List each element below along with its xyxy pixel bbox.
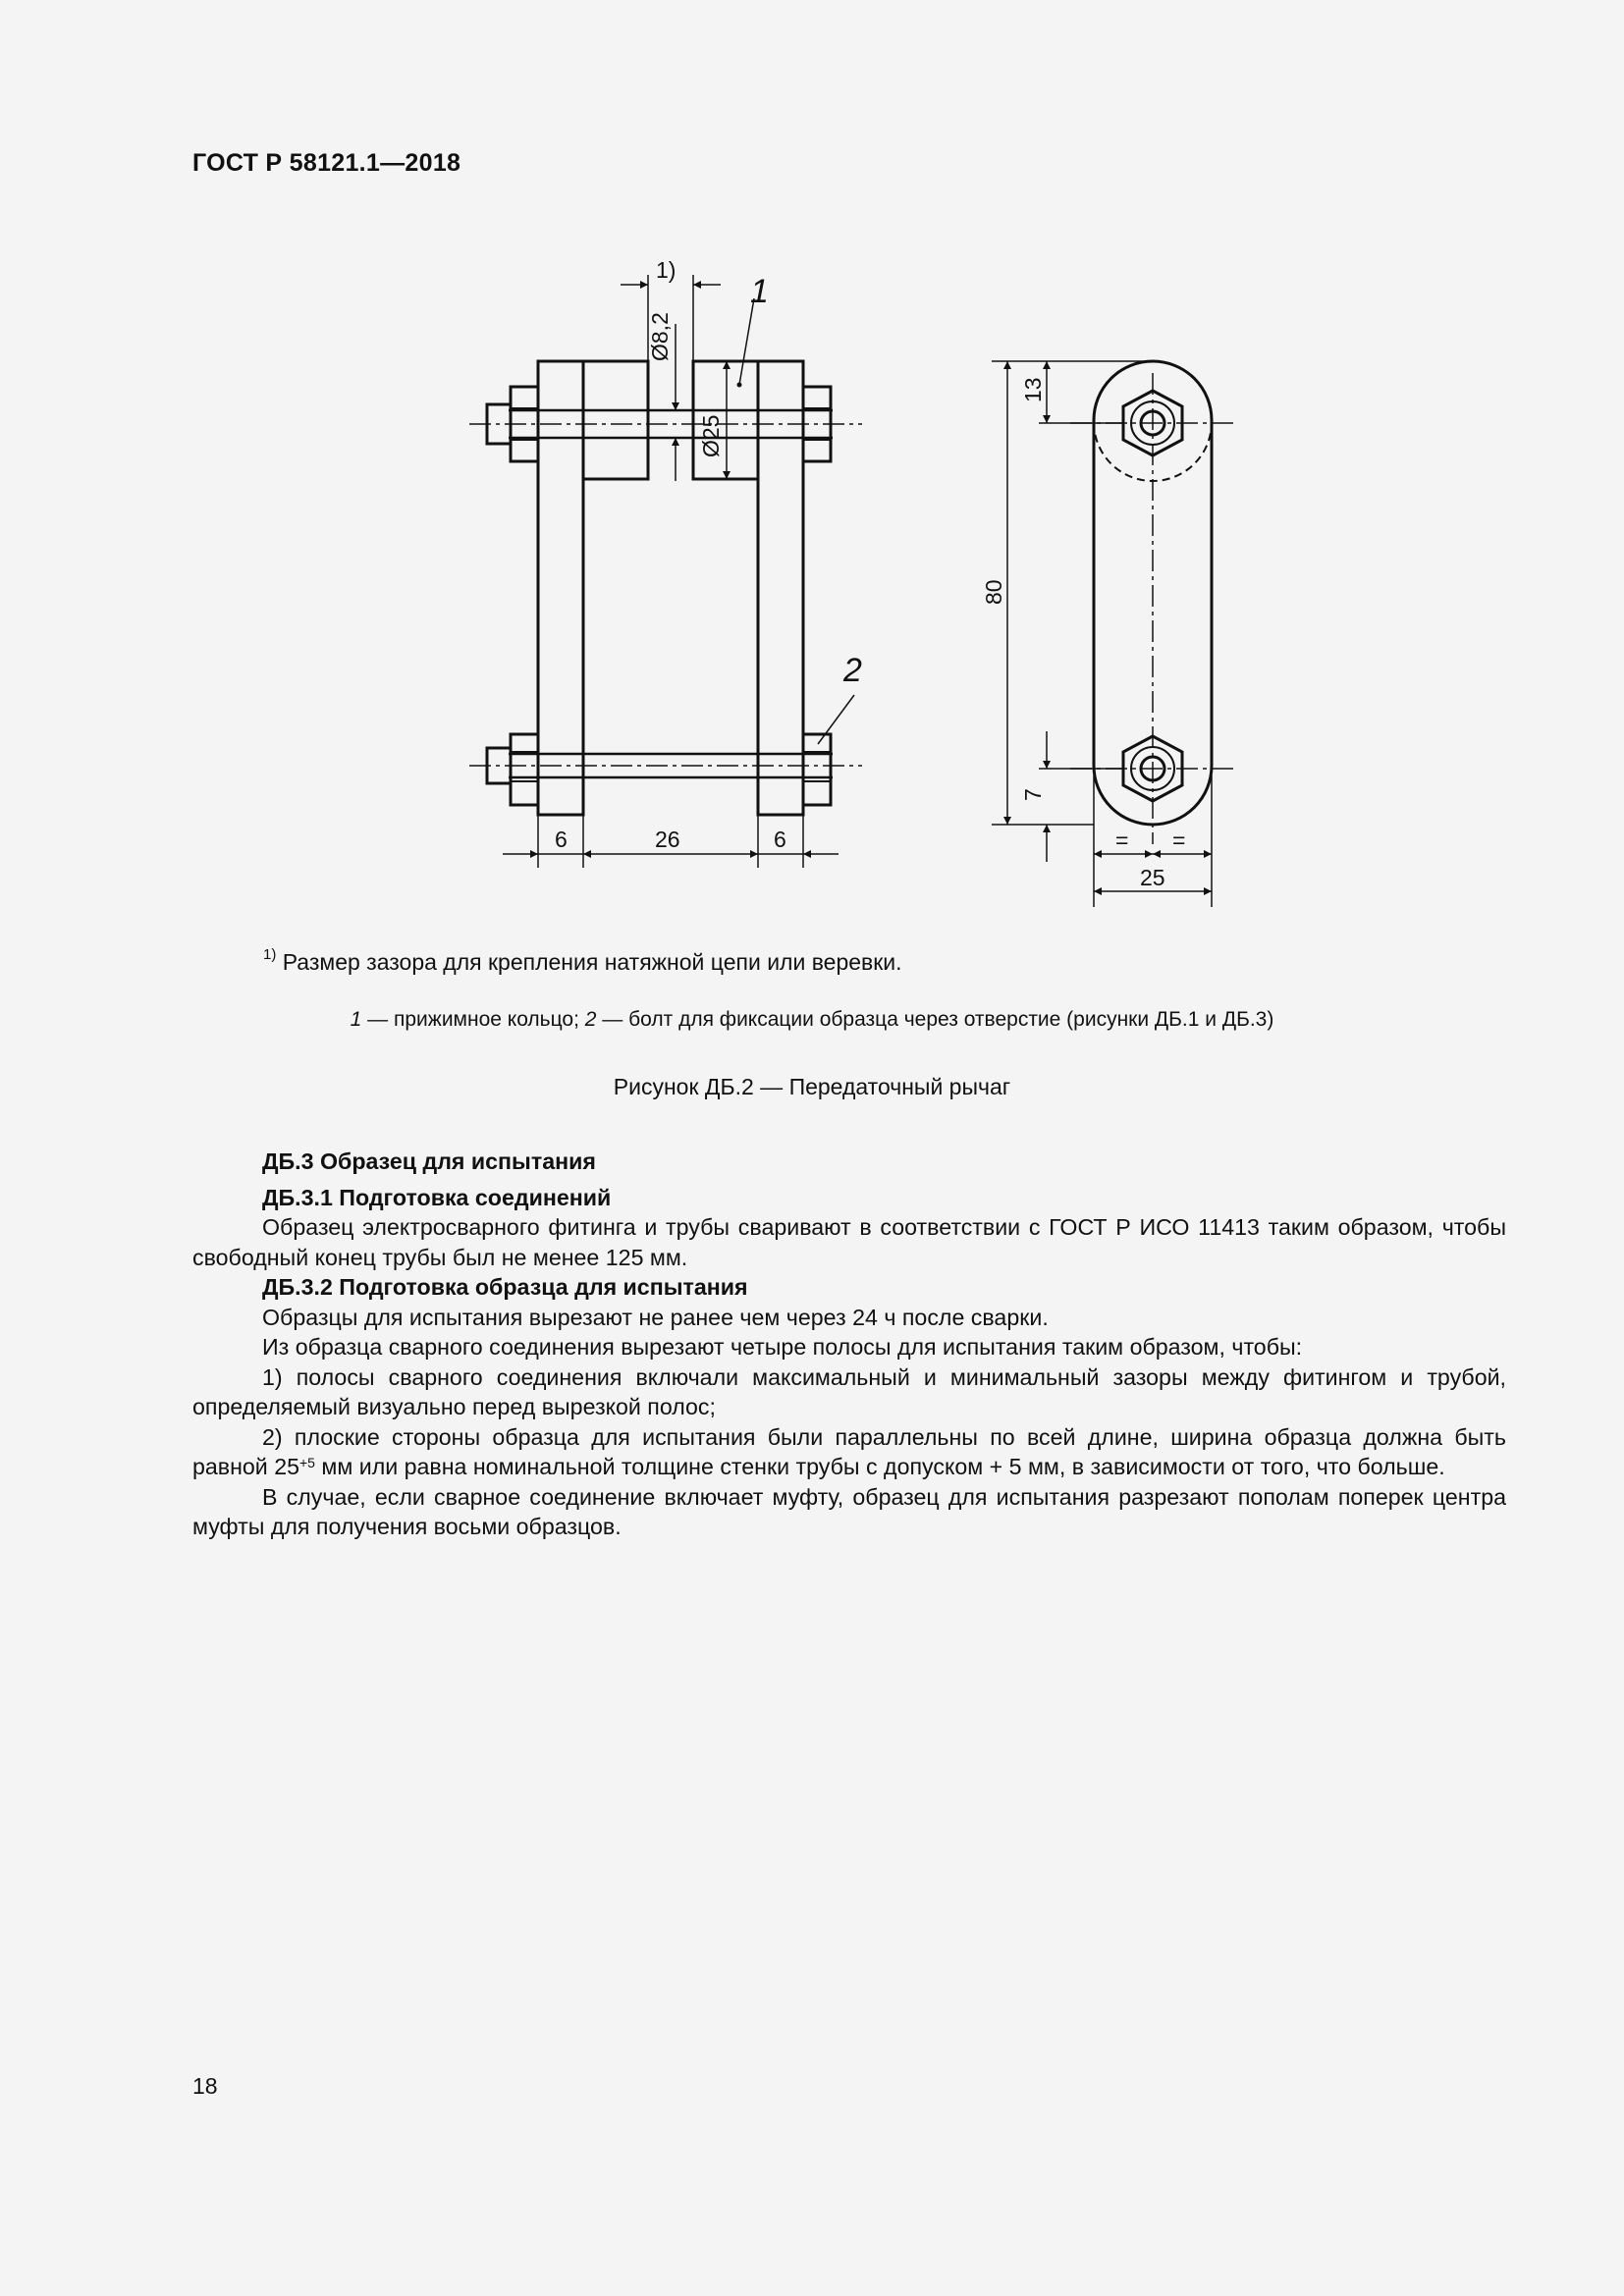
legend-text-1: — прижимное кольцо; — [361, 1008, 585, 1031]
dim-equal-left: = — [1115, 828, 1129, 853]
tolerance-superscript: +5 — [299, 1455, 315, 1470]
figure-legend — [0, 1008, 1624, 1032]
dim-top-offset: 13 — [1020, 377, 1046, 402]
callout-2: 2 — [843, 652, 862, 689]
dim-width-middle: 26 — [655, 827, 680, 852]
legend-num-2: 2 — [584, 1008, 597, 1031]
paragraph-1: Образец электросварного фитинга и трубы сваривают в соответствии с ГОСТ Р ИСО 11413 таким образом, чтобы свободный конец трубы был не менее 125 мм. — [192, 1214, 1506, 1270]
dim-bottom-offset: 7 — [1020, 788, 1046, 801]
section-heading-db32: ДБ.3.2 Подготовка образца для испытания — [262, 1274, 748, 1300]
paragraph-5 — [192, 1422, 1506, 1482]
gap-note-ref: 1) — [656, 257, 677, 283]
dim-lever-width: 25 — [1140, 865, 1165, 890]
dim-total-height: 80 — [981, 579, 1006, 605]
side-view — [992, 361, 1235, 907]
document-body — [192, 1147, 1506, 1542]
paragraph-5-part-b: мм или равна номинальной толщине стенки трубы с допуском + 5 мм, в зависимости от того, что больше. — [314, 1454, 1445, 1479]
front-view — [469, 275, 862, 868]
dim-hole-diameter: Ø8,2 — [647, 312, 673, 361]
callout-1: 1 — [750, 273, 769, 310]
left-clamp-ring — [583, 361, 648, 479]
paragraph-2: Образцы для испытания вырезают не ранее чем через 24 ч после сварки. — [262, 1304, 1049, 1330]
bottom-right-nut — [803, 734, 831, 805]
page-number: 18 — [192, 2073, 218, 2099]
legend-num-1: 1 — [350, 1008, 362, 1031]
dim-ring-diameter: Ø25 — [698, 414, 724, 457]
document-header: ГОСТ Р 58121.1—2018 — [192, 149, 461, 177]
right-plate — [758, 361, 803, 815]
figure-footnote — [263, 946, 902, 976]
dim-width-right: 6 — [774, 827, 786, 852]
legend-text-2: — болт для фиксации образца через отверстие (рисунки ДБ.1 и ДБ.3) — [596, 1008, 1274, 1031]
left-plate — [538, 361, 583, 815]
paragraph-3: Из образца сварного соединения вырезают четыре полосы для испытания таким образом, чтобы: — [262, 1334, 1303, 1360]
dim-width-left: 6 — [555, 827, 568, 852]
section-heading-db31: ДБ.3.1 Подготовка соединений — [262, 1184, 612, 1210]
footnote-text: Размер зазора для крепления натяжной цепи или веревки. — [282, 949, 902, 975]
section-heading-db3: ДБ.3 Образец для испытания — [262, 1148, 596, 1174]
paragraph-4: 1) полосы сварного соединения включали максимальный и минимальный зазоры между фитингом и трубой, определяемый визуально перед вырезкой полос; — [192, 1363, 1506, 1419]
paragraph-6: В случае, если сварное соединение включает муфту, образец для испытания разрезают пополам поперек центра муфты для получения восьми образцов. — [192, 1483, 1506, 1539]
paragraph-5-part-a: 2) плоские стороны образца для испытания были параллельны по всей длине, ширина образца должна быть равной 25 — [192, 1423, 1506, 1479]
figure-caption: Рисунок ДБ.2 — Передаточный рычаг — [613, 1074, 1011, 1099]
bottom-left-nut — [511, 734, 538, 805]
footnote-mark: 1) — [263, 946, 277, 963]
dim-equal-right: = — [1172, 828, 1186, 853]
technical-drawing — [0, 0, 1624, 942]
